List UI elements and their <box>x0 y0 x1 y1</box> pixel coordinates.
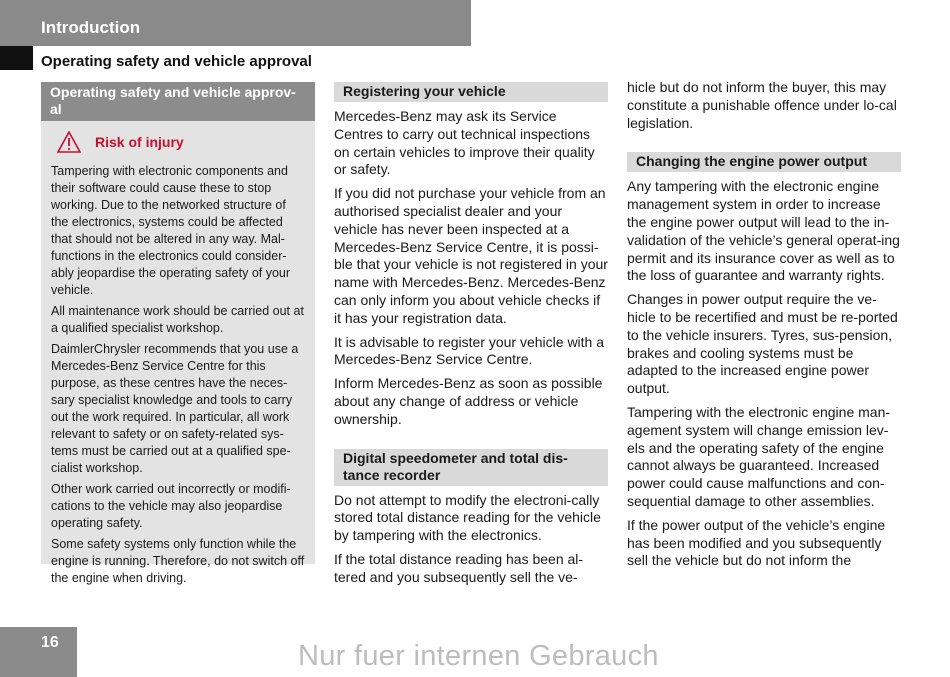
watermark: Nur fuer internen Gebrauch <box>298 640 659 672</box>
section-header <box>0 0 471 46</box>
column-right <box>627 79 901 576</box>
warning-box-heading: Operating safety and vehicle approv- al <box>41 82 315 121</box>
section-marker <box>0 46 33 70</box>
section-heading-engine-power: Changing the engine power output <box>627 152 901 172</box>
section-heading-speedometer: Digital speedometer and total dis-tance recorder <box>334 449 608 486</box>
section-heading-registering: Registering your vehicle <box>334 82 608 102</box>
page-number: 16 <box>41 634 59 651</box>
warning-box <box>41 121 315 585</box>
warning-paragraph: Other work carried out incorrectly or modifi-cations to the vehicle may also jeopardise operating safety. <box>51 482 291 530</box>
warning-paragraph: Some safety systems only function while the engine is running. Therefore, do not switch off the engine when driving. <box>51 537 305 585</box>
column-middle <box>334 82 608 593</box>
warning-paragraph: DaimlerChrysler recommends that you use a Mercedes-Benz Service Centre for this purpose, as these centres have the neces-sary specialist knowledge and tools to carry out the work required. In particular, all work relevant to safety or on safety-related sys-tems must be carried out at a qualified spe-cialist workshop. <box>51 342 299 475</box>
body-paragraph: Any tampering with the electronic engine management system in order to increase the engine power output will lead to the in-validation of the vehicle’s general operat-ing permit and its insurance cover as well as to the loss of guarantee and warranty rights. <box>627 178 900 284</box>
warning-title: Risk of injury <box>95 134 184 150</box>
body-paragraph: Mercedes-Benz may ask its Service Centres to carry out technical inspections on certain vehicles to improve their quality or safety. <box>334 108 595 178</box>
warning-paragraph: All maintenance work should be carried out at a qualified specialist workshop. <box>51 304 304 335</box>
page-subtitle: Operating safety and vehicle approval <box>41 53 312 70</box>
section-title: Introduction <box>41 18 141 37</box>
body-paragraph: Changes in power output require the ve-hicle to be recertified and must be re-ported to the vehicle insurers. Tyres, sus-pension, brakes and cooling systems must be adapted to the increased engine power output. <box>627 291 898 397</box>
body-paragraph: Tampering with the electronic engine man-agement system will change emission lev-els and the operating safety of the engine cannot always be guaranteed. Increased power could cause malfunctions and con-sequential damage to other assemblies. <box>627 403 891 509</box>
column-left <box>41 82 315 585</box>
warning-triangle-icon <box>57 131 81 153</box>
body-paragraph: If the power output of the vehicle’s engine has been modified and you subsequently sell the vehicle but do not inform the <box>627 516 886 569</box>
body-paragraph: It is advisable to register your vehicle with a Mercedes-Benz Service Centre. <box>334 333 605 368</box>
body-paragraph: If the total distance reading has been al-tered and you subsequently sell the ve- <box>334 550 584 585</box>
body-paragraph: Do not attempt to modify the electroni-cally stored total distance reading for the vehicle by tampering with the electronics. <box>334 491 601 544</box>
body-paragraph: Inform Mercedes-Benz as soon as possible about any change of address or vehicle ownership. <box>334 375 603 427</box>
page-number-tab <box>0 627 77 677</box>
warning-paragraph: Tampering with electronic components and their software could cause these to stop working. Due to the networked structure of the electronics, systems could be affected that should not be altered in any way. Mal-functions in the electronics could consider-ably jeopardise the operating safety of your vehicle. <box>51 164 291 297</box>
body-paragraph: hicle but do not inform the buyer, this may constitute a punishable offence under lo-cal legislation. <box>627 79 897 131</box>
body-paragraph: If you did not purchase your vehicle from an authorised specialist dealer and your vehicle has never been inspected at a Mercedes-Benz Service Centre, it is possi-ble that your vehicle is not registered in your name with Mercedes-Benz. Mercedes-Benz can only inform you about vehicle checks if it has your registration data. <box>334 185 608 326</box>
warning-title-row <box>51 131 305 153</box>
